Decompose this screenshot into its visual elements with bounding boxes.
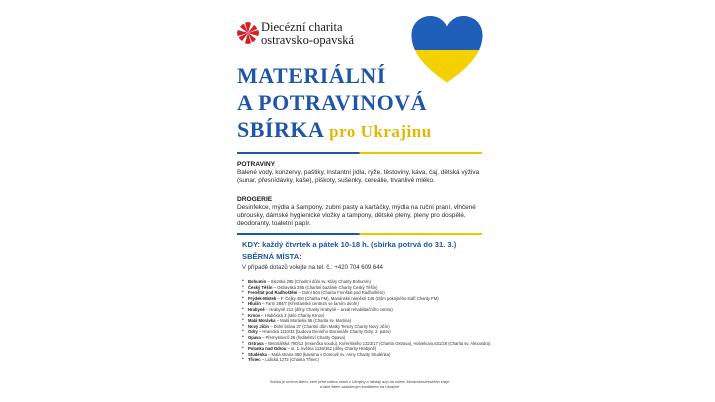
list-item: • Ostrava – Betonářská 790/12 (resenčka soudu), Kořenského 1323/17 (Charita Ostrava), Holvekova 631/28 (Charita sv. Alexandra) [248, 341, 492, 347]
list-item: • Polanka nad Odrou – ul. 1. května 1136/162 (dílny Charity Hrabyně) [248, 346, 492, 352]
list-item: • Frenštát pod Radhoštěm – Dolní 504 (Charita Frenštát pod Radhoštěm) [248, 290, 492, 296]
footer-note [237, 380, 482, 390]
list-item: • Český Těšín – Ostravská 285 (Charitní bazárek Charity Český Těšín) [248, 285, 492, 291]
title-pro-ukrajinu: pro Ukrajinu [329, 122, 432, 141]
charita-cross-icon [237, 22, 259, 44]
list-item: • Frýdek-Místek – F. Čejky 450 (Charita FM), Mariánské náměstí 146 (Dům pokojného stáří Charity FM) [248, 296, 492, 302]
footer-line-1: Sbírka je určena lidem, kteří před válkou utekli z Ukrajiny a hledají azyl na území Moravskoslezského kraje [269, 380, 450, 384]
title-sbirka: SBÍRKA [237, 117, 324, 142]
title-line-3 [237, 116, 487, 145]
flag-stripe-top [237, 152, 482, 154]
section-text-drogerie: Desinfekce, mýdla a šampony, zubní pasty a kartáčky, mýdla na ruční praní, vlhčené ubrousky, dámské hygienické vložky a tampony, dětské pleny, pleny pro dospělé, deodoranty, toaletní papír. [237, 204, 476, 228]
collection-points-heading: SBĚRNÁ MÍSTA: [242, 252, 302, 261]
list-item: • Hlučín – Farní 284/7 (Křesťanské centrum ve farním dvoře) [248, 301, 492, 307]
list-item: • Opava – Přemyslovců 26 (ředitelství Charity Opava) [248, 335, 492, 341]
list-item: • Krnov – Hlubčická 3 (sklo Charity Krnov) [248, 313, 492, 319]
section-heading-drogerie: DROGERIE [237, 196, 273, 203]
collection-points-list [239, 279, 492, 363]
list-item: • Hrabyně – Hrabyně 212 (dílny Charity Hrabyně – areál rehabilitačního centra) [248, 307, 492, 313]
poster-title [237, 62, 487, 145]
section-heading-potraviny: POTRAVINY [237, 161, 275, 168]
title-line-2: A POTRAVINOVÁ [237, 90, 428, 115]
section-text-potraviny: Balené vody, konzervy, paštiky, instantní jídla, rýže, těstoviny, káva, čaj, dětská výživa (sunar, přesnídávky, kaše), piškoty, sušenky, cereálie, trvanlivé mléko. [237, 169, 480, 185]
org-line-1: Diecézní charita [261, 20, 343, 34]
list-item: • Nový Jičín – Dolní brána 37 (Charitní dům Matky Terezy Charity Nový Jičín) [248, 324, 492, 330]
list-item: • Odry – Hranická 1110/32 (budova Denního stacionáře Charity Odry, 2. patro) [248, 329, 492, 335]
collection-time: KDY: každý čtvrtek a pátek 10-18 h. (sbírka potrvá do 31. 3.) [242, 240, 457, 249]
contact-info: V případě dotazů volejte na tel. č.: +420 704 609 644 [242, 265, 383, 271]
list-item: • Třinec – Lidická 1272 (Charita Třinec) [248, 357, 492, 363]
title-line-1: MATERIÁLNÍ [237, 63, 386, 88]
list-item: • Studénka – Malá strana 460 (kavárna v Domově sv. Anny Charity Studénka) [248, 352, 492, 358]
list-item: • Bohumín – Slezská 295 (Charitní dům sv. Kláry Charity Bohumín) [248, 279, 492, 285]
poster [227, 0, 489, 402]
list-item: • Malá Morávka – Malá Morávka 56 (Charita sv. Martina) [248, 318, 492, 324]
flag-stripe-bottom [237, 233, 482, 235]
footer-line-2: a také lidem zasaženým konfliktem na Ukrajině [319, 385, 400, 389]
org-line-2: ostravsko-opavská [261, 33, 355, 47]
organization-name [261, 21, 354, 47]
